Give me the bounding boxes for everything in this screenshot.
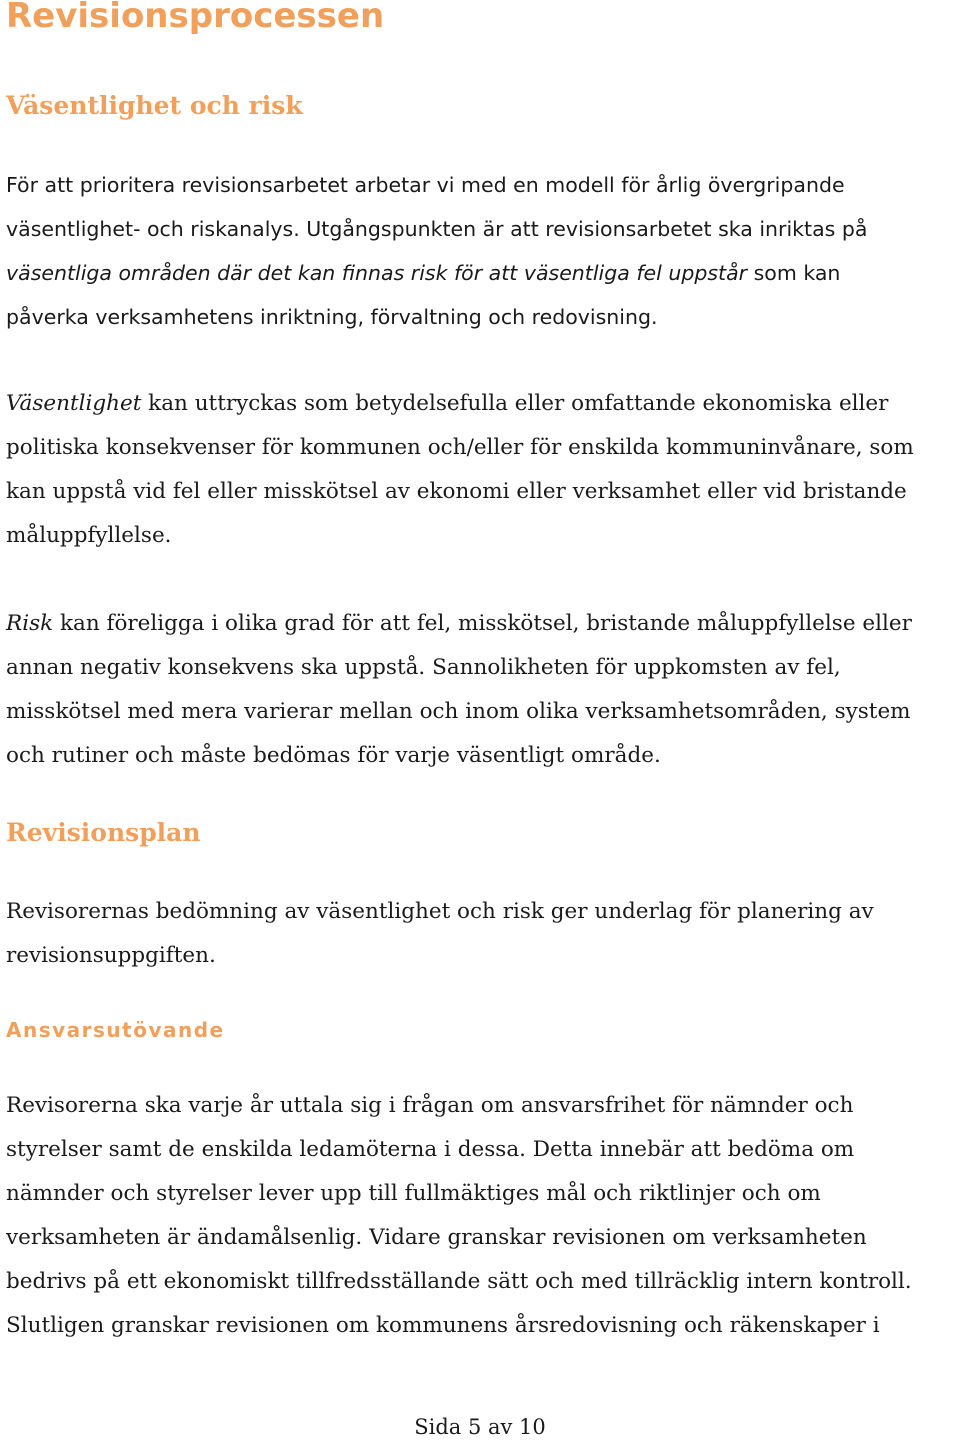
section-heading-vasentlighet-och-risk: Väsentlighet och risk — [6, 91, 303, 120]
text-line: annan negativ konsekvens ska uppstå. Sannolikheten för uppkomsten av fel, — [6, 655, 841, 680]
text-line: revisionsuppgiften. — [6, 943, 216, 968]
text-line: och rutiner och måste bedömas för varje väsentligt område. — [6, 743, 661, 768]
emphasis-text: väsentliga områden där det kan finnas risk för att väsentliga fel uppstår — [6, 261, 748, 285]
text-line — [6, 602, 956, 646]
text-line: väsentlighet- och riskanalys. Utgångspunkten är att revisionsarbetet ska inriktas på — [6, 217, 868, 241]
text-line: Revisorerna ska varje år uttala sig i frågan om ansvarsfrihet för nämnder och — [6, 1093, 854, 1118]
text-line: Revisorernas bedömning av väsentlighet och risk ger underlag för planering av — [6, 899, 874, 924]
text-line: För att prioritera revisionsarbetet arbetar vi med en modell för årlig övergripande — [6, 173, 845, 197]
text-line: påverka verksamhetens inriktning, förvaltning och redovisning. — [6, 305, 658, 329]
text-line: kan uppstå vid fel eller misskötsel av ekonomi eller verksamhet eller vid bristande — [6, 479, 907, 504]
text-line: bedrivs på ett ekonomiskt tillfredsställande sätt och med tillräcklig intern kontroll. — [6, 1269, 912, 1294]
text-line: måluppfyllelse. — [6, 523, 172, 548]
text-line: misskötsel med mera varierar mellan och inom olika verksamhetsområden, system — [6, 699, 911, 724]
section-heading-revisionsplan: Revisionsplan — [6, 818, 201, 847]
paragraph-ansvarsutovande — [6, 1084, 956, 1348]
emphasis-term: Risk — [6, 611, 54, 636]
text-fragment: kan uttryckas som betydelsefulla eller omfattande ekonomiska eller — [141, 391, 889, 416]
paragraph-revisionsplan — [6, 890, 956, 978]
text-fragment: som kan — [747, 261, 841, 285]
text-line — [6, 382, 956, 426]
paragraph-vasentlighet — [6, 382, 956, 558]
text-line: verksamheten är ändamålsenlig. Vidare granskar revisionen om verksamheten — [6, 1225, 867, 1250]
text-line: Slutligen granskar revisionen om kommunens årsredovisning och räkenskaper i — [6, 1313, 880, 1338]
text-line — [6, 251, 956, 295]
page-title: Revisionsprocessen — [6, 0, 385, 36]
emphasis-term: Väsentlighet — [6, 391, 142, 416]
section-heading-ansvarsutovande: Ansvarsutövande — [6, 1018, 225, 1042]
paragraph-risk — [6, 602, 956, 778]
paragraph-intro — [6, 163, 956, 339]
text-line: politiska konsekvenser för kommunen och/eller för enskilda kommuninvånare, som — [6, 435, 914, 460]
text-fragment: kan föreligga i olika grad för att fel, misskötsel, bristande måluppfyllelse eller — [53, 611, 912, 636]
page-number-footer: Sida 5 av 10 — [414, 1415, 546, 1439]
text-line: nämnder och styrelser lever upp till fullmäktiges mål och riktlinjer och om — [6, 1181, 821, 1206]
text-line: styrelser samt de enskilda ledamöterna i dessa. Detta innebär att bedöma om — [6, 1137, 855, 1162]
